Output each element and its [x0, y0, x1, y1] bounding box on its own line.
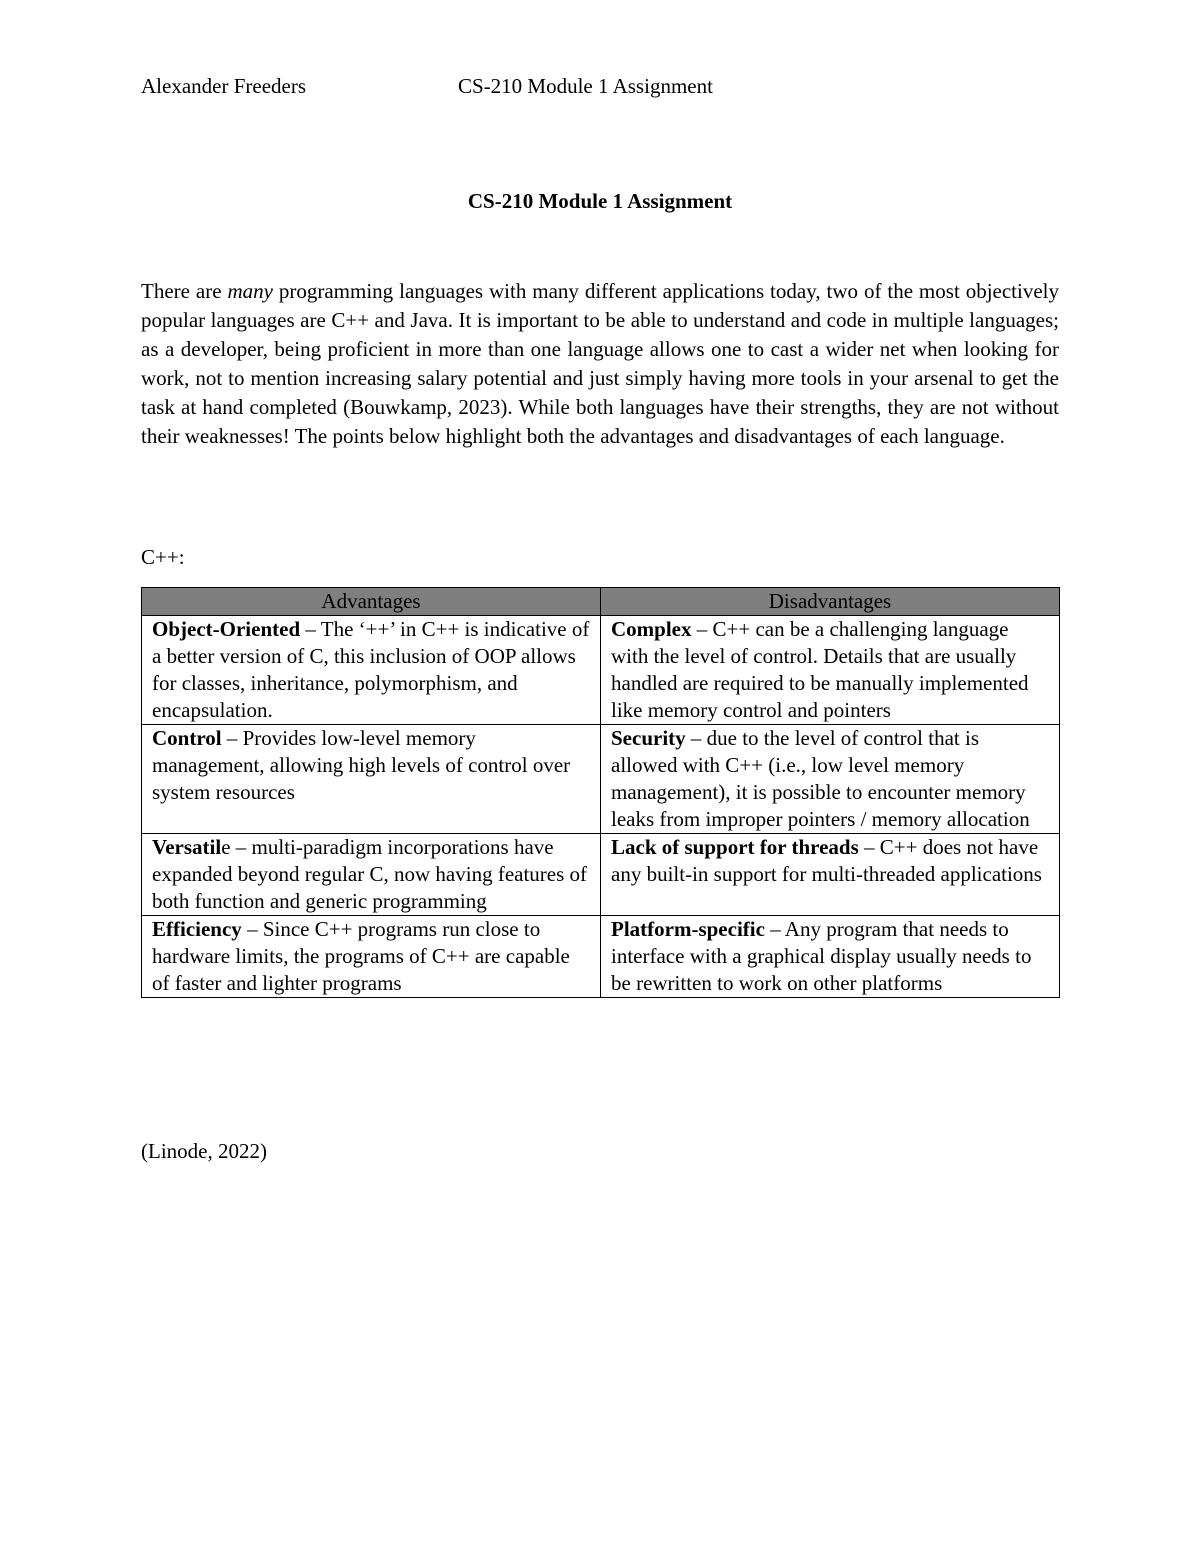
disadvantage-term: Security	[611, 726, 686, 750]
table-header-row	[142, 588, 1060, 616]
section-label-cpp: C++:	[141, 545, 185, 569]
disadvantage-cell	[601, 616, 1060, 725]
table-row	[142, 725, 1060, 834]
table-row	[142, 616, 1060, 725]
advantage-term: Control	[152, 726, 222, 750]
disadvantage-description: – Any program that needs to interface with a graphical display usually needs to be rewritten to work on other platforms	[611, 917, 1032, 995]
disadvantage-description: – C++ can be a challenging language with the level of control. Details that are usually handled are required to be manually implemented like memory control and pointers	[611, 617, 1029, 722]
disadvantage-description: – due to the level of control that is allowed with C++ (i.e., low level memory management), it is possible to encounter memory leaks from improper pointers / memory allocation	[611, 726, 1030, 831]
table-row	[142, 916, 1060, 998]
advantage-description: – Since C++ programs run close to hardware limits, the programs of C++ are capable of faster and lighter programs	[152, 917, 570, 995]
disadvantage-cell	[601, 834, 1060, 916]
disadvantage-term: Complex	[611, 617, 692, 641]
disadvantage-cell	[601, 916, 1060, 998]
disadvantage-description: – C++ does not have any built-in support for multi-threaded applications	[611, 835, 1042, 886]
advantage-cell	[142, 916, 601, 998]
header-course: CS-210 Module 1 Assignment	[458, 74, 713, 98]
header-disadvantages: Disadvantages	[601, 588, 1060, 616]
advantage-term: Object-Oriented	[152, 617, 301, 641]
disadvantage-cell	[601, 725, 1060, 834]
document-title: CS-210 Module 1 Assignment	[467, 189, 733, 213]
intro-emphasis: many	[227, 279, 273, 303]
advantage-description: e – multi-paradigm incorporations have expanded beyond regular C, now having features of both function and generic programming	[152, 835, 588, 913]
advantage-description: – Provides low-level memory management, allowing high levels of control over system resources	[152, 726, 571, 804]
advantage-description: – The ‘++’ in C++ is indicative of a better version of C, this inclusion of OOP allows for classes, inheritance, polymorphism, and encapsulation.	[152, 617, 590, 722]
comparison-table	[141, 587, 1060, 998]
advantage-term: Efficiency	[152, 917, 242, 941]
header-author: Alexander Freeders	[141, 74, 307, 98]
advantage-cell	[142, 725, 601, 834]
intro-text-rest: programming languages with many different applications today, two of the most objectively popular languages are C++ and Java. It is important to be able to understand and code in multiple languages; as a developer, being proficient in more than one language allows one to cast a wider net when looking for work, not to mention increasing salary potential and just simply having more tools in your arsenal to get the task at hand completed (Bouwkamp, 2023). While both languages have their strengths, they are not without their weaknesses! The points below highlight both the advantages and disadvantages of each language.	[141, 279, 1059, 448]
citation: (Linode, 2022)	[141, 1139, 267, 1163]
advantage-cell	[142, 616, 601, 725]
table-row	[142, 834, 1060, 916]
advantage-cell	[142, 834, 601, 916]
disadvantage-term: Platform-specific	[611, 917, 765, 941]
intro-text-start: There are	[141, 279, 228, 303]
header-advantages: Advantages	[142, 588, 601, 616]
disadvantage-term: Lack of support for threads	[611, 835, 859, 859]
intro-paragraph	[141, 277, 1059, 451]
advantage-term: Versatil	[152, 835, 222, 859]
